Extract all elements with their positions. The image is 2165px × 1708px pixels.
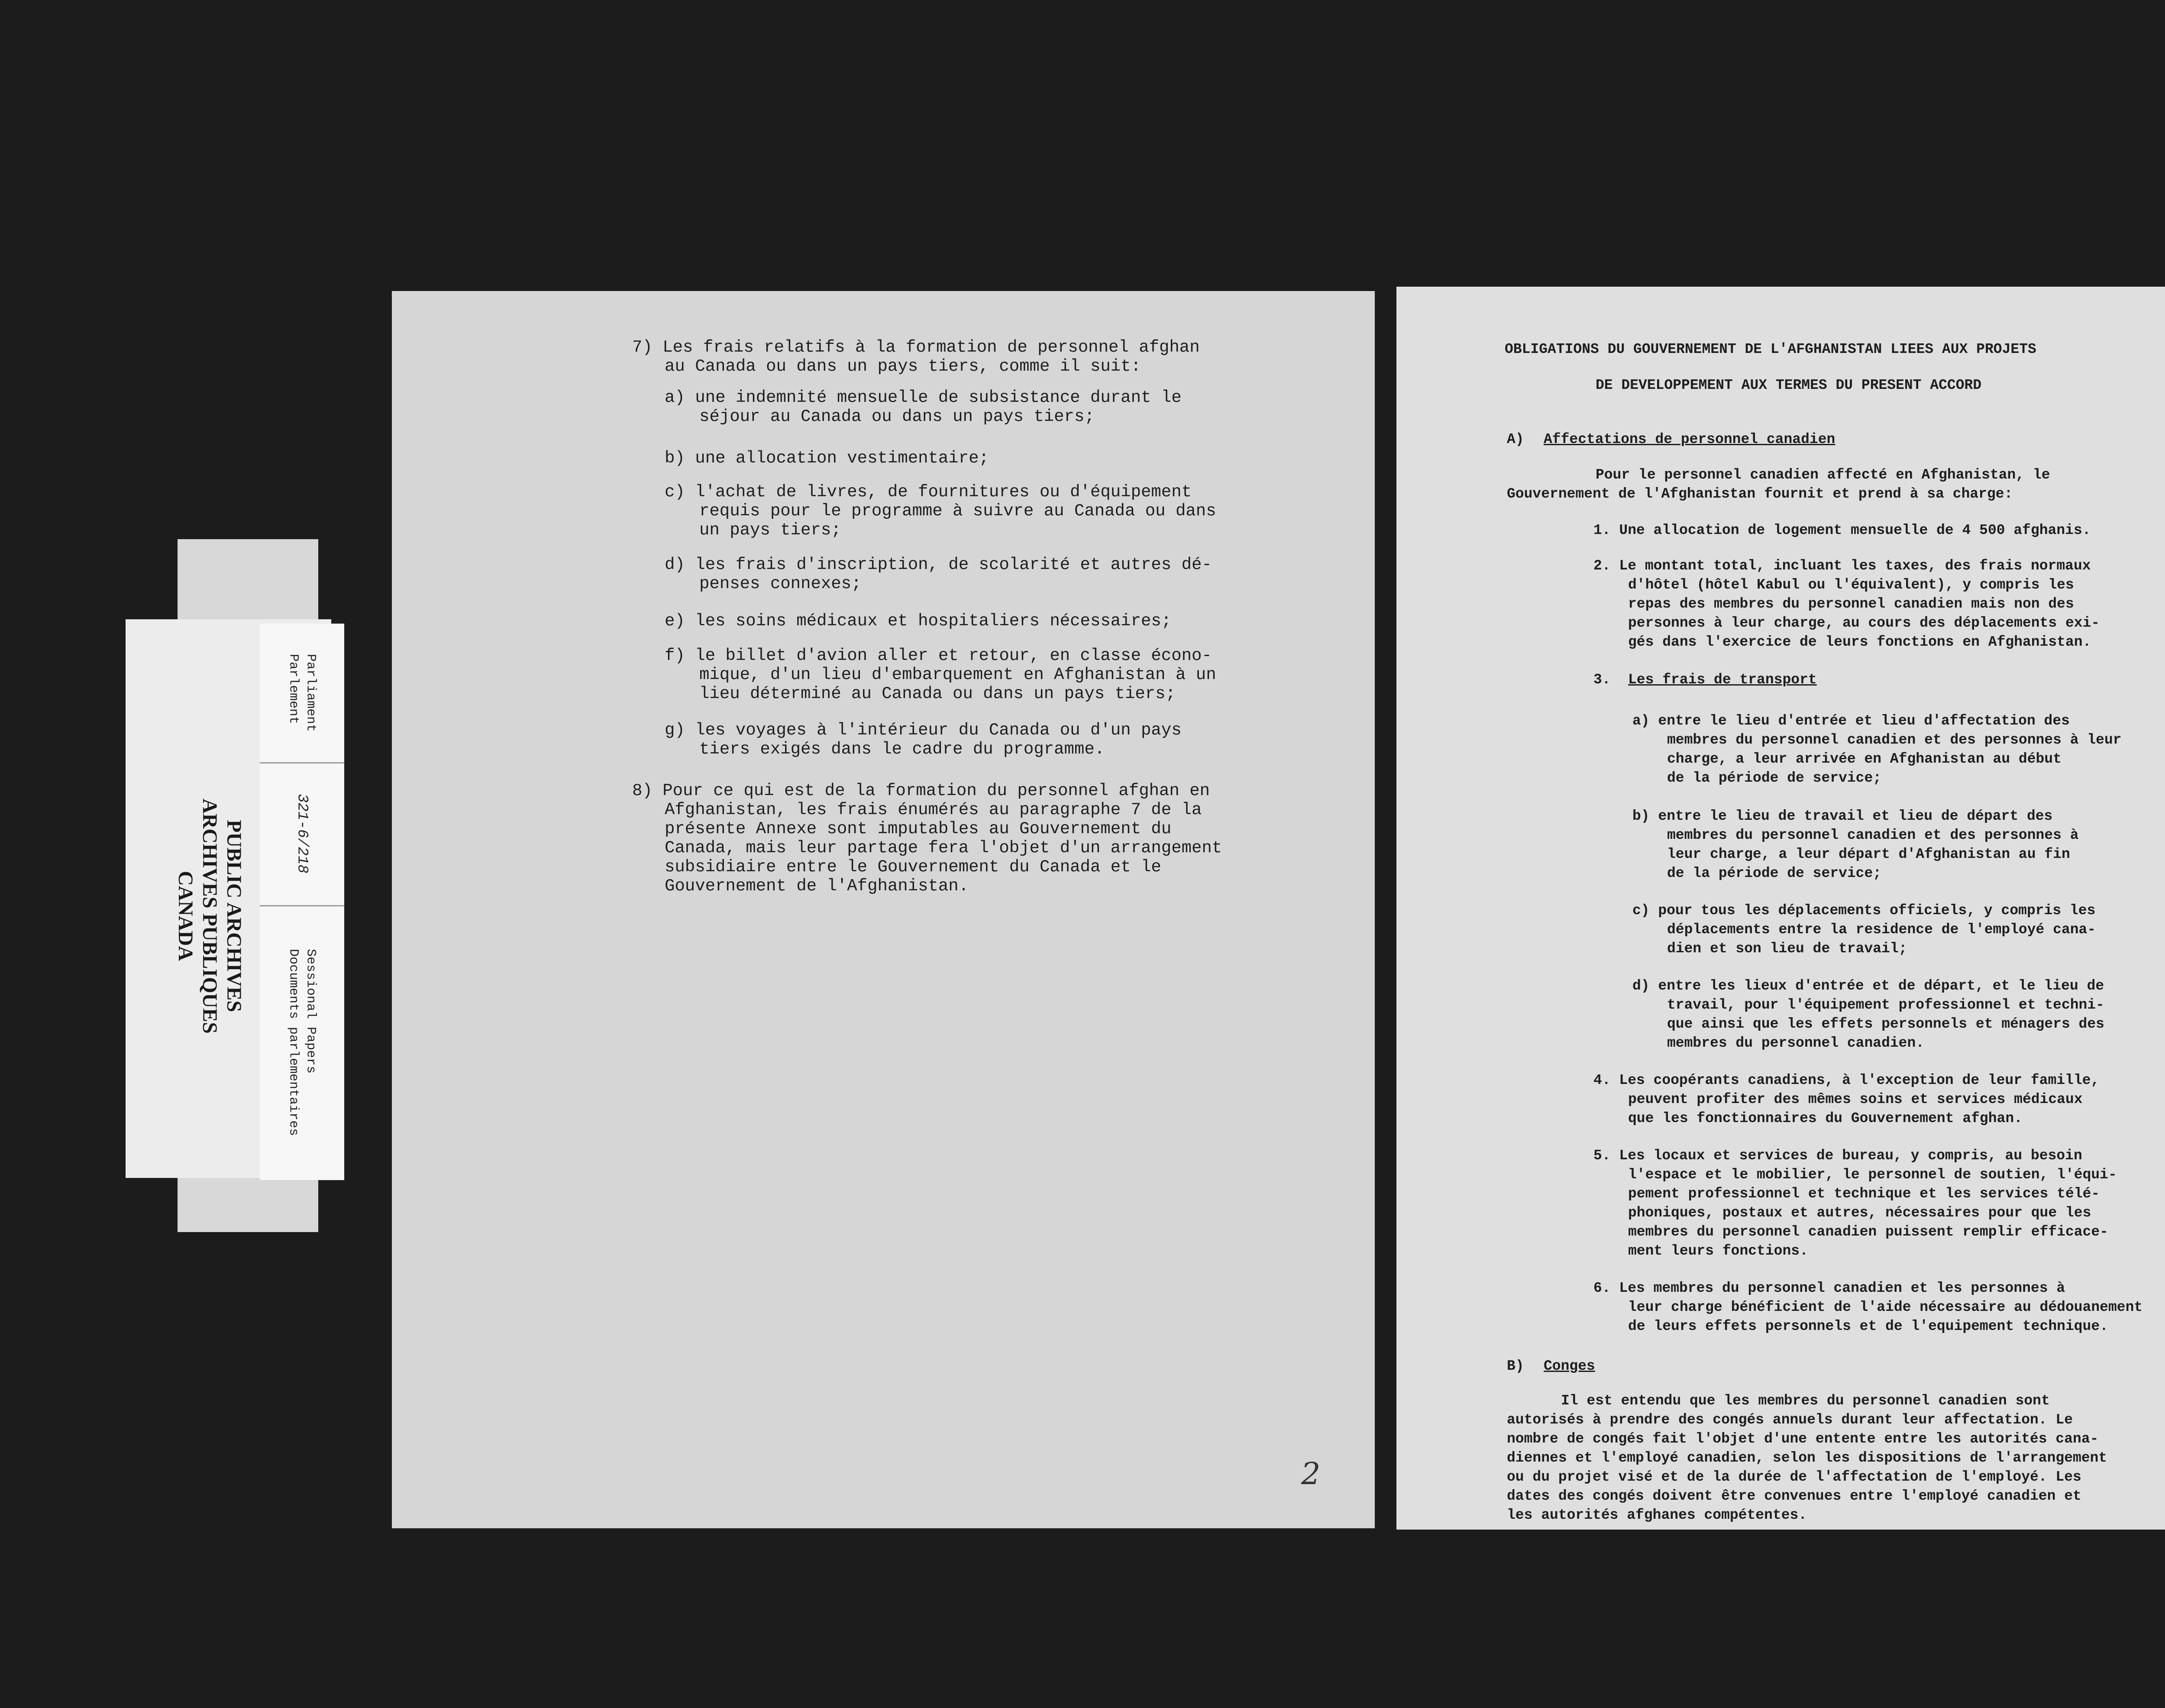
text-line: repas des membres du personnel canadien mais non des (1628, 596, 2074, 612)
text-line: subsidiaire entre le Gouvernement du Canada et le (665, 857, 1161, 877)
text-line: leur charge bénéficient de l'aide nécessaire au dédouanement (1628, 1299, 2143, 1315)
text-line: diennes et l'employé canadien, selon les dispositions de l'arrangement (1507, 1450, 2107, 1466)
text-line: peuvent profiter des mêmes soins et services médicaux (1628, 1091, 2083, 1107)
text-line: phoniques, postaux et autres, nécessaires pour que les (1628, 1205, 2091, 1221)
text-line: c) l'achat de livres, de fournitures ou d'équipement (665, 482, 1192, 501)
text-line: gés dans l'exercice de leurs fonctions en Afghanistan. (1628, 634, 2091, 650)
text-line: que ainsi que les effets personnels et ménagers des (1667, 1016, 2104, 1032)
text-line: Gouvernement de l'Afghanistan. (665, 877, 969, 896)
subsection-heading: Les frais de transport (1628, 672, 1817, 688)
text-line: l'espace et le mobilier, le personnel de soutien, l'équi- (1628, 1167, 2117, 1183)
text-line: mique, d'un lieu d'embarquement en Afghanistan à un (699, 665, 1216, 684)
text-line: de leurs effets personnels et de l'equipement technique. (1628, 1318, 2108, 1334)
text-line: déplacements entre la residence de l'employé cana- (1667, 922, 2096, 938)
text-line: dien et son lieu de travail; (1667, 941, 1907, 957)
label-parliament-text: Parliament Parlement (286, 653, 318, 732)
text-line: d'hôtel (hôtel Kabul ou l'équivalent), y compris les (1628, 577, 2074, 593)
text-line: ou du projet visé et de la durée de l'affectation de l'employé. Les (1507, 1469, 2081, 1485)
text-line: personnes à leur charge, au cours des déplacements exi- (1628, 615, 2100, 631)
text-line: pement professionnel et technique et les services télé- (1628, 1186, 2100, 1202)
text-line: Afghanistan, les frais énumérés au paragraphe 7 de la (665, 800, 1202, 819)
text-line: requis pour le programme à suivre au Canada ou dans (699, 501, 1216, 521)
text-line: charge, a leur arrivée en Afghanistan au début (1667, 751, 2062, 767)
text-line: OBLIGATIONS DU GOUVERNEMENT DE L'AFGHANISTAN LIEES AUX PROJETS (1505, 341, 2036, 357)
label-reference (260, 762, 344, 906)
label-reference-text: 321-6/218 (294, 794, 310, 873)
text-line: Pour le personnel canadien affecté en Afghanistan, le (1596, 467, 2050, 483)
text-line: membres du personnel canadien et des personnes à leur (1667, 732, 2122, 748)
text-line: séjour au Canada ou dans un pays tiers; (699, 407, 1095, 426)
text-line: b) entre le lieu de travail et lieu de départ des (1632, 808, 2053, 824)
text-line: d) les frais d'inscription, de scolarité et autres dé- (665, 555, 1212, 574)
text-line: 7) Les frais relatifs à la formation de personnel afghan (632, 338, 1200, 357)
text-line: au Canada ou dans un pays tiers, comme il suit: (665, 357, 1141, 376)
text-line: 8) Pour ce qui est de la formation du personnel afghan en (632, 781, 1210, 800)
archive-label (260, 624, 344, 1180)
section-letter: A) (1507, 431, 1524, 447)
text-line: Il est entendu que les membres du personnel canadien sont (1561, 1393, 2050, 1409)
list-number: 3. (1593, 672, 1611, 688)
text-line: Gouvernement de l'Afghanistan fournit et prend à sa charge: (1507, 486, 2013, 502)
text-line: d) entre les lieux d'entrée et de départ, et le lieu de (1632, 978, 2104, 994)
label-papers-text: Sessional Papers Documents parlementaires (286, 949, 318, 1136)
archive-stamp: PUBLIC ARCHIVES ARCHIVES PUBLIQUES CANADA (174, 798, 246, 1034)
text-line: membres du personnel canadien puissent remplir efficace- (1628, 1224, 2108, 1240)
text-line: leur charge, a leur départ d'Afghanistan au fin (1667, 846, 2070, 862)
text-line: a) entre le lieu d'entrée et lieu d'affectation des (1632, 713, 2070, 729)
text-line: les autorités afghanes compétentes. (1507, 1507, 1807, 1523)
left-page (392, 291, 1375, 1528)
text-line: travail, pour l'équipement professionnel et techni- (1667, 997, 2104, 1013)
text-line: 6. Les membres du personnel canadien et les personnes à (1593, 1280, 2065, 1296)
text-line: penses connexes; (699, 574, 862, 593)
section-heading: Affectations de personnel canadien (1544, 431, 1835, 447)
text-line: 5. Les locaux et services de bureau, y compris, au besoin (1593, 1148, 2082, 1164)
page-number: 2 (1301, 1456, 1321, 1491)
text-line: de la période de service; (1667, 865, 1882, 881)
text-line: 4. Les coopérants canadiens, à l'exception de leur famille, (1593, 1072, 2100, 1088)
section-heading: Conges (1544, 1358, 1595, 1374)
text-line: a) une indemnité mensuelle de subsistance durant le (665, 388, 1182, 407)
text-line: 2. Le montant total, incluant les taxes, des frais normaux (1593, 558, 2091, 574)
label-parliament (260, 624, 344, 763)
text-line: que les fonctionnaires du Gouvernement afghan. (1628, 1110, 2023, 1126)
text-line: g) les voyages à l'intérieur du Canada ou d'un pays (665, 721, 1182, 740)
text-line: Canada, mais leur partage fera l'objet d'un arrangement (665, 838, 1222, 857)
text-line: autorisés à prendre des congés annuels durant leur affectation. Le (1507, 1412, 2073, 1428)
section-letter: B) (1507, 1358, 1524, 1374)
text-line: tiers exigés dans le cadre du programme. (699, 740, 1105, 759)
text-line: lieu déterminé au Canada ou dans un pays tiers; (699, 684, 1176, 703)
text-line: 1. Une allocation de logement mensuelle de 4 500 afghanis. (1593, 522, 2091, 538)
text-line: f) le billet d'avion aller et retour, en classe écono- (665, 646, 1212, 665)
text-line: b) une allocation vestimentaire; (665, 449, 989, 468)
text-line: présente Annexe sont imputables au Gouvernement du (665, 819, 1172, 838)
text-line: DE DEVELOPPEMENT AUX TERMES DU PRESENT ACCORD (1596, 377, 1982, 393)
text-line: e) les soins médicaux et hospitaliers nécessaires; (665, 611, 1172, 631)
text-line: nombre de congés fait l'objet d'une entente entre les autorités cana- (1507, 1431, 2099, 1447)
text-line: dates des congés doivent être convenues entre l'employé canadien et (1507, 1488, 2081, 1504)
text-line: de la période de service; (1667, 770, 1882, 786)
text-line: un pays tiers; (699, 521, 841, 540)
text-line: ment leurs fonctions. (1628, 1243, 1808, 1259)
right-page (1396, 287, 2165, 1530)
text-line: membres du personnel canadien et des personnes à (1667, 827, 2079, 843)
text-line: membres du personnel canadien. (1667, 1035, 1925, 1051)
text-line: c) pour tous les déplacements officiels, y compris les (1632, 903, 2096, 919)
label-papers (260, 905, 344, 1180)
